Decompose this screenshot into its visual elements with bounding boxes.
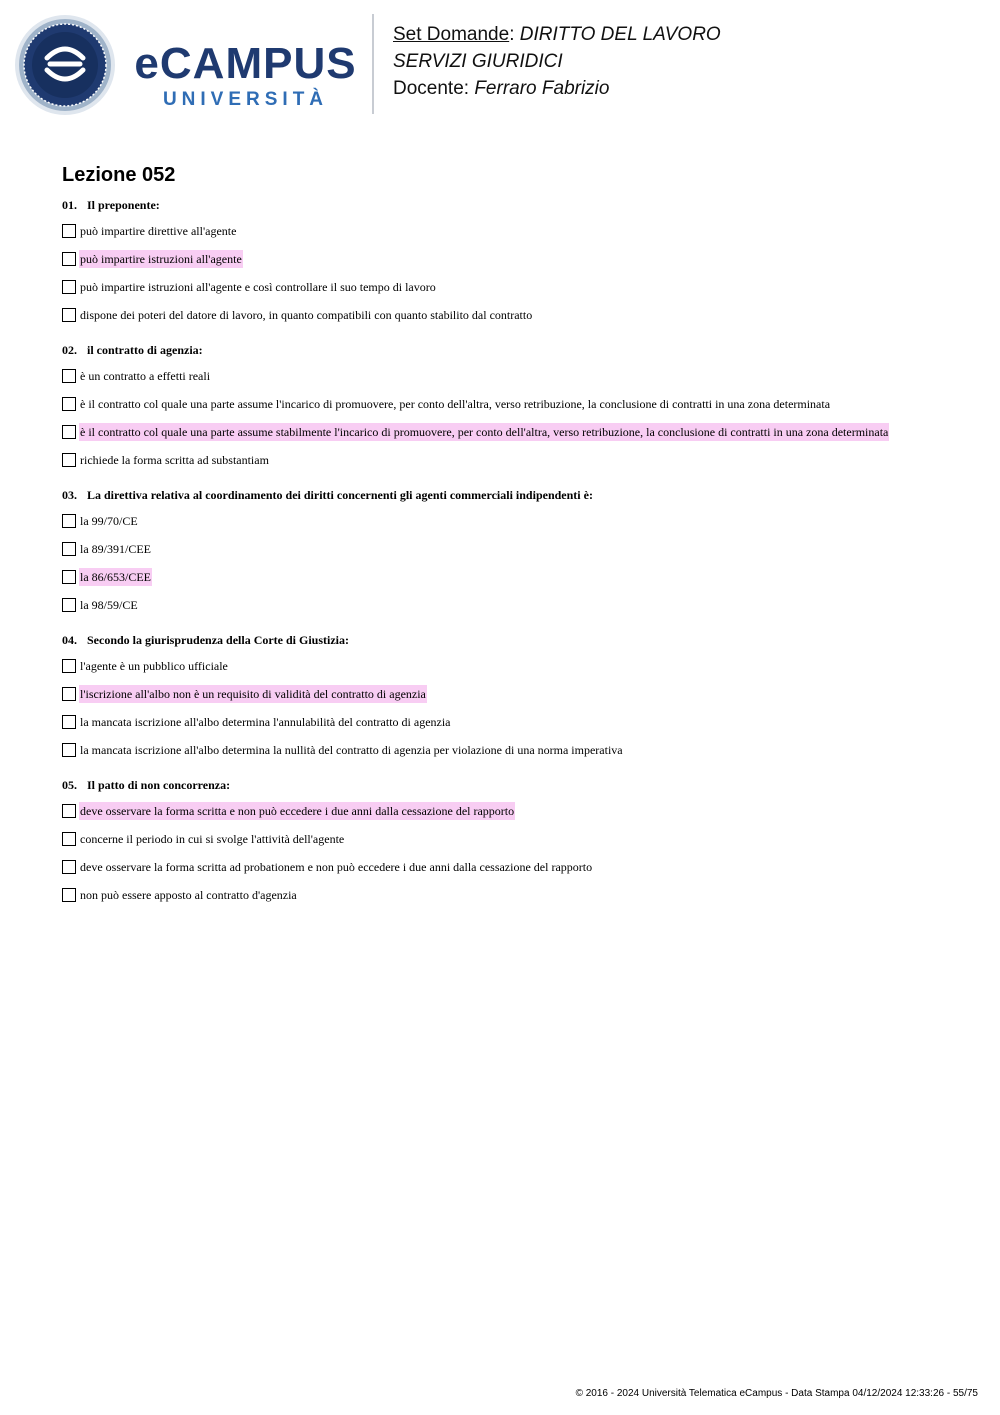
question-title xyxy=(62,340,942,360)
question-number: 04. xyxy=(62,633,77,647)
answer-text: non può essere apposto al contratto d'agenzia xyxy=(80,888,297,902)
answer-checkbox[interactable] xyxy=(62,252,76,266)
question-1 xyxy=(62,195,942,329)
question-text: Secondo la giurisprudenza della Corte di Giustizia: xyxy=(87,633,350,647)
question-title xyxy=(62,195,942,215)
answer-text: concerne il periodo in cui si svolge l'attività dell'agente xyxy=(80,832,345,846)
logo-sub: UNIVERSITÀ xyxy=(162,89,329,110)
answer-checkbox[interactable] xyxy=(62,888,76,902)
ecampus-logo xyxy=(133,40,358,112)
answer-checkbox[interactable] xyxy=(62,804,76,818)
answer-text: la 89/391/CEE xyxy=(80,542,151,556)
answer-option[interactable] xyxy=(62,680,942,708)
question-title xyxy=(62,630,942,650)
question-title xyxy=(62,485,942,505)
answer-checkbox[interactable] xyxy=(62,308,76,322)
answer-text-highlighted: può impartire istruzioni all'agente xyxy=(80,252,242,266)
answer-checkbox[interactable] xyxy=(62,659,76,673)
page-header xyxy=(0,0,1000,140)
answer-option[interactable] xyxy=(62,301,942,329)
lesson-title: Lezione 052 xyxy=(62,164,176,186)
question-list xyxy=(62,195,942,920)
question-text: La direttiva relativa al coordinamento dei diritti concernenti gli agenti commerciali indipendenti è: xyxy=(87,488,593,502)
answer-checkbox[interactable] xyxy=(62,369,76,383)
answer-text: può impartire istruzioni all'agente e così controllare il suo tempo di lavoro xyxy=(80,280,436,294)
question-number: 02. xyxy=(62,343,77,357)
answer-checkbox[interactable] xyxy=(62,598,76,612)
question-5 xyxy=(62,775,942,909)
answer-text-highlighted: deve osservare la forma scritta e non può eccedere i due anni dalla cessazione del rapporto xyxy=(80,804,515,818)
header-info xyxy=(393,21,721,102)
answer-option[interactable] xyxy=(62,535,942,563)
answer-checkbox[interactable] xyxy=(62,453,76,467)
set-title-1: DIRITTO DEL LAVORO xyxy=(519,24,721,45)
answer-option[interactable] xyxy=(62,390,942,418)
answer-option[interactable] xyxy=(62,853,942,881)
answer-text: l'agente è un pubblico ufficiale xyxy=(80,659,228,673)
logo-brand: eCAMPUS xyxy=(134,39,357,88)
answer-text: la mancata iscrizione all'albo determina la nullità del contratto di agenzia per violazione di una norma imperativa xyxy=(80,743,623,757)
set-line-2 xyxy=(393,48,721,75)
answer-text: è un contratto a effetti reali xyxy=(80,369,211,383)
question-3 xyxy=(62,485,942,619)
docente-label: Docente: xyxy=(393,78,470,99)
docente-name: Ferraro Fabrizio xyxy=(474,78,610,99)
answer-option[interactable] xyxy=(62,418,942,446)
answer-option[interactable] xyxy=(62,652,942,680)
answer-option[interactable] xyxy=(62,825,942,853)
answer-checkbox[interactable] xyxy=(62,832,76,846)
answer-checkbox[interactable] xyxy=(62,280,76,294)
answer-text: richiede la forma scritta ad substantiam xyxy=(80,453,269,467)
answer-text: la mancata iscrizione all'albo determina l'annulabilità del contratto di agenzia xyxy=(80,715,451,729)
answer-checkbox[interactable] xyxy=(62,224,76,238)
answer-text-highlighted: la 86/653/CEE xyxy=(80,570,151,584)
answer-checkbox[interactable] xyxy=(62,860,76,874)
answer-text-highlighted: è il contratto col quale una parte assume stabilmente l'incarico di promuovere, per conto dell'altra, verso retribuzione, la conclusione di contratti in una zona determinata xyxy=(80,425,889,439)
answer-checkbox[interactable] xyxy=(62,514,76,528)
answer-text-highlighted: l'iscrizione all'albo non è un requisito di validità del contratto di agenzia xyxy=(80,687,426,701)
question-number: 01. xyxy=(62,198,77,212)
page-footer: © 2016 - 2024 Università Telematica eCampus - Data Stampa 04/12/2024 12:33:26 - 55/75 xyxy=(575,1388,978,1399)
question-text: Il preponente: xyxy=(87,198,160,212)
question-text: Il patto di non concorrenza: xyxy=(87,778,231,792)
answer-option[interactable] xyxy=(62,217,942,245)
answer-checkbox[interactable] xyxy=(62,715,76,729)
answer-checkbox[interactable] xyxy=(62,687,76,701)
answer-option[interactable] xyxy=(62,245,942,273)
answer-option[interactable] xyxy=(62,273,942,301)
answer-option[interactable] xyxy=(62,591,942,619)
answer-option[interactable] xyxy=(62,736,942,764)
header-divider xyxy=(372,14,374,114)
answer-option[interactable] xyxy=(62,507,942,535)
answer-option[interactable] xyxy=(62,362,942,390)
answer-option[interactable] xyxy=(62,797,942,825)
question-4 xyxy=(62,630,942,764)
set-label: Set Domande xyxy=(393,24,510,45)
set-title-2: SERVIZI GIURIDICI xyxy=(393,51,563,72)
answer-checkbox[interactable] xyxy=(62,743,76,757)
answer-text: la 98/59/CE xyxy=(80,598,138,612)
answer-option[interactable] xyxy=(62,563,942,591)
question-2 xyxy=(62,340,942,474)
answer-text: deve osservare la forma scritta ad probationem e non può eccedere i due anni dalla cessazione del rapporto xyxy=(80,860,593,874)
answer-checkbox[interactable] xyxy=(62,397,76,411)
set-line: Set Domande: DIRITTO DEL LAVORO xyxy=(393,24,721,45)
answer-text: dispone dei poteri del datore di lavoro, in quanto compatibili con quanto stabilito dal contratto xyxy=(80,308,533,322)
answer-option[interactable] xyxy=(62,708,942,736)
answer-checkbox[interactable] xyxy=(62,542,76,556)
question-title xyxy=(62,775,942,795)
answer-option[interactable] xyxy=(62,446,942,474)
answer-text: è il contratto col quale una parte assume l'incarico di promuovere, per conto dell'altra, verso retribuzione, la conclusione di contratti in una zona determinata xyxy=(80,397,831,411)
answer-checkbox[interactable] xyxy=(62,425,76,439)
docente-line xyxy=(393,75,721,102)
question-number: 03. xyxy=(62,488,77,502)
answer-checkbox[interactable] xyxy=(62,570,76,584)
ecampus-seal-icon xyxy=(14,14,116,116)
answer-text: la 99/70/CE xyxy=(80,514,138,528)
question-number: 05. xyxy=(62,778,77,792)
answer-option[interactable] xyxy=(62,881,942,909)
question-text: il contratto di agenzia: xyxy=(87,343,203,357)
answer-text: può impartire direttive all'agente xyxy=(80,224,237,238)
